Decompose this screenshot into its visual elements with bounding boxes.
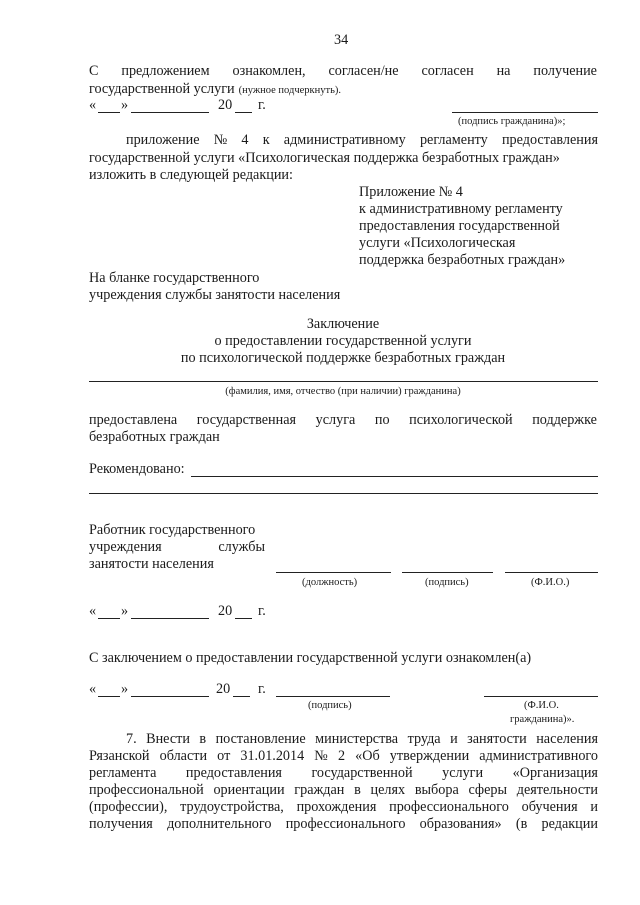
worker-month-blank — [131, 618, 209, 619]
appendix-line-2: к административному регламенту — [359, 201, 563, 217]
word: получения — [89, 816, 153, 832]
word: «Организация — [512, 765, 598, 781]
word: постановление — [215, 731, 306, 747]
consent-date-open-quote: « — [89, 97, 97, 113]
worker-signature-line — [402, 572, 493, 573]
consent-note: (нужное подчеркнуть). — [238, 85, 341, 96]
word: № — [314, 748, 328, 764]
word: № — [213, 132, 228, 148]
word: приложение — [126, 132, 200, 148]
acq-fio-line — [484, 696, 598, 697]
word: 7. — [126, 731, 137, 747]
word: предоставления — [501, 132, 598, 148]
recommended-label: Рекомендовано: — [89, 461, 185, 477]
item7-line-5 — [89, 799, 598, 816]
word: прохождения — [296, 799, 377, 815]
word: (профессии), — [89, 799, 168, 815]
word: регламенту — [419, 132, 488, 148]
worker-year-blank — [235, 618, 252, 619]
word: дополнительного — [167, 816, 272, 832]
position-caption: (должность) — [302, 577, 358, 588]
worker-line-1: Работник государственного — [89, 522, 256, 538]
worker-date-close-quote: » — [121, 603, 129, 619]
fio-caption: (фамилия, имя, отчество (при наличии) гражданина) — [225, 386, 461, 397]
word: С — [89, 63, 99, 79]
item7-line-3 — [89, 765, 598, 782]
appendix-line-4: услуги «Психологическая — [359, 235, 516, 251]
acq-fio-caption-2: гражданина)». — [510, 714, 575, 725]
word: психологической — [409, 412, 513, 428]
acq-fio-caption-1: (Ф.И.О. — [524, 700, 559, 711]
worker-date-suffix: г. — [258, 603, 266, 619]
word: профессионального — [389, 799, 509, 815]
word: министерства — [315, 731, 399, 747]
word: к — [262, 132, 270, 148]
word: государственной — [311, 765, 413, 781]
word: в — [354, 782, 361, 798]
word: сферы — [468, 782, 508, 798]
acq-date-close-quote: » — [121, 681, 129, 697]
word: труда — [407, 731, 441, 747]
word: услуга — [315, 412, 356, 428]
word: и — [450, 731, 458, 747]
worker-signature-caption: (подпись) — [425, 577, 469, 588]
item7-line-4 — [89, 782, 598, 799]
appendix-line-5: поддержка безработных граждан» — [359, 252, 566, 268]
page-number: 34 — [334, 32, 349, 48]
acq-month-blank — [131, 696, 209, 697]
word: 4 — [241, 132, 249, 148]
word: Внести — [146, 731, 190, 747]
item7-line-2 — [89, 748, 598, 765]
word: службы — [218, 539, 265, 555]
worker-day-blank — [98, 618, 120, 619]
word: предоставления — [185, 765, 282, 781]
acq-date-open-quote: « — [89, 681, 97, 697]
consent-signature-line — [452, 112, 598, 113]
word: граждан — [294, 782, 345, 798]
word: в — [199, 731, 207, 747]
consent-date-close-quote: » — [121, 97, 129, 113]
word: обучения — [521, 799, 578, 815]
consent-line-2-text: государственной услуги — [89, 81, 235, 97]
consent-date-suffix: г. — [258, 97, 266, 113]
consent-line-2 — [89, 80, 341, 98]
word: (в — [515, 816, 528, 832]
word: Рязанской — [89, 748, 150, 764]
worker-fio-line — [505, 572, 598, 573]
word: от — [217, 748, 231, 764]
word: профессиональной — [89, 782, 204, 798]
provided-line-2: безработных граждан — [89, 429, 220, 445]
worker-date-year: 20 — [218, 603, 233, 619]
worker-line-3: занятости населения — [89, 556, 214, 572]
word: согласен — [421, 63, 474, 79]
consent-year-blank — [235, 112, 252, 113]
consent-signature-caption: (подпись гражданина)»; — [458, 116, 566, 127]
consent-line-1 — [89, 63, 597, 80]
word: профессионального — [285, 816, 406, 832]
word: административному — [283, 132, 406, 148]
word: регламента — [89, 765, 157, 781]
acq-day-blank — [98, 696, 120, 697]
word: трудоустройства, — [180, 799, 284, 815]
word: области — [159, 748, 208, 764]
word: административного — [479, 748, 598, 764]
word: предложением — [121, 63, 210, 79]
conclusion-title: Заключение — [306, 316, 380, 332]
word: выбора — [414, 782, 459, 798]
acq-signature-caption: (подпись) — [308, 700, 352, 711]
acq-date-year: 20 — [216, 681, 231, 697]
letterhead-line-2: учреждения службы занятости населения — [89, 287, 341, 303]
recommended-line-2 — [89, 493, 598, 494]
word: деятельности — [516, 782, 598, 798]
recommended-line-1 — [191, 476, 598, 477]
word: 31.01.2014 — [240, 748, 305, 764]
consent-date-year: 20 — [218, 97, 233, 113]
consent-day-blank — [98, 112, 120, 113]
acq-year-blank — [233, 696, 250, 697]
word: населения — [536, 731, 598, 747]
fio-line — [89, 381, 598, 382]
word: на — [496, 63, 511, 79]
word: занятости — [467, 731, 527, 747]
amendment-line-1 — [126, 132, 598, 149]
word: согласен/не — [328, 63, 399, 79]
amendment-line-2: государственной услуги «Психологическая поддержка безработных граждан» — [89, 150, 560, 166]
word: получение — [533, 63, 597, 79]
word: редакции — [541, 816, 598, 832]
item7-line-6 — [89, 816, 598, 833]
provided-line-1 — [89, 412, 597, 429]
word: ориентации — [213, 782, 285, 798]
word: «Об — [355, 748, 380, 764]
word: 2 — [337, 748, 346, 764]
consent-month-blank — [131, 112, 209, 113]
conclusion-subtitle-1: о предоставлении государственной услуги — [214, 333, 472, 349]
position-line — [276, 572, 391, 573]
worker-line-2 — [89, 539, 265, 556]
appendix-line-3: предоставления государственной — [359, 218, 560, 234]
word: государственная — [196, 412, 297, 428]
amendment-line-3: изложить в следующей редакции: — [89, 167, 293, 183]
word: предоставлена — [89, 412, 178, 428]
conclusion-subtitle-2: по психологической поддержке безработных граждан — [180, 350, 506, 366]
acquainted-text: С заключением о предоставлении государственной услуги ознакомлен(а) — [89, 650, 532, 666]
word: поддержке — [532, 412, 597, 428]
word: утверждении — [389, 748, 470, 764]
word: ознакомлен, — [232, 63, 306, 79]
word: учреждения — [89, 539, 162, 555]
acq-date-suffix: г. — [258, 681, 266, 697]
word: и — [590, 799, 598, 815]
word: образования» — [419, 816, 502, 832]
appendix-line-1: Приложение № 4 — [359, 184, 463, 200]
worker-fio-caption: (Ф.И.О.) — [531, 577, 570, 588]
acq-signature-line — [276, 696, 390, 697]
word: услуги — [442, 765, 484, 781]
word: по — [374, 412, 390, 428]
word: целях — [370, 782, 406, 798]
worker-date-open-quote: « — [89, 603, 97, 619]
item7-line-1 — [126, 731, 598, 748]
letterhead-line-1: На бланке государственного — [89, 270, 260, 286]
